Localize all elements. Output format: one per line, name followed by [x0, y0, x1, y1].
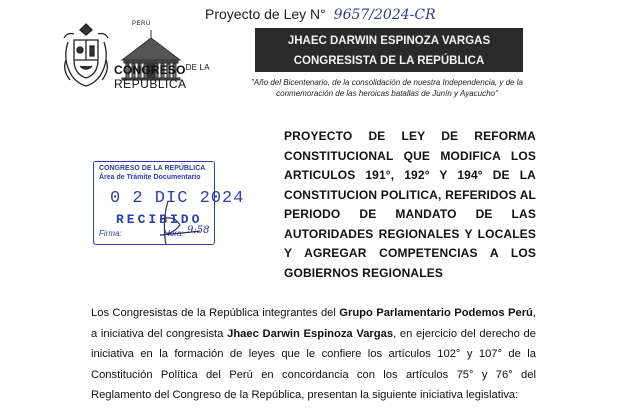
- country-label: PERÚ: [132, 21, 151, 27]
- bill-title: PROYECTO DE LEY DE REFORMA CONSTITUCIONAL QUE MODIFICA LOS ARTICULOS 191°, 192° Y 194° DE LA CONSTITUCION POLITICA, REFERIDOS AL PERIODO DE MANDATO DE LAS AUTORIDADES REGIONALES Y LOCALES Y AGREGAR COMPETENCIAS A LOS GOBIERNOS REGIONALES: [284, 129, 536, 280]
- year-motto: "Año del Bicentenario, de la consolidación de nuestra Independencia, y de la conmemoración de las heroicas batallas de Junín y Ayacucho": [251, 78, 523, 98]
- peru-coat-of-arms-icon: [60, 20, 112, 90]
- body-mid: , a iniciativa del congresista: [91, 307, 536, 340]
- republica-wordmark: REPÚBLICA: [114, 77, 187, 91]
- stamp-received: RECIBIDO: [116, 212, 203, 227]
- congressman-name: JHAEC DARWIN ESPINOZA VARGAS: [287, 35, 491, 47]
- author-name: Jhaec Darwin Espinoza Vargas: [227, 327, 394, 340]
- de-la-word: DE LA: [185, 63, 210, 72]
- stamp-firma-label: Firma:: [99, 229, 122, 238]
- bill-number-handwritten: 9657/2024-CR: [333, 7, 436, 23]
- stamp-institution: CONGRESO DE LA REPÚBLICA: [99, 165, 206, 172]
- bill-label: Proyecto de Ley N°: [205, 6, 326, 22]
- bill-number-line: [205, 6, 436, 23]
- congressman-role: CONGRESISTA DE LA REPÚBLICA: [293, 55, 485, 67]
- stamp-department: Área de Trámite Documentario: [99, 174, 201, 181]
- body-intro: Los Congresistas de la República integrantes del: [91, 307, 340, 319]
- congreso-word: CONGRESO: [114, 63, 186, 77]
- body-paragraph: [91, 303, 536, 406]
- stamp-hora-label: Hora:: [164, 229, 184, 238]
- body-rest: , en ejercicio del derecho de iniciativa en la formación de leyes que le confiere los artículos 102° y 107° de la Constitución Política del Perú en concordancia con los artículos 75° y 76° del Reglamento del Congreso de la República, presentan la siguiente iniciativa legislativa:: [91, 327, 536, 401]
- congreso-wordmark: [114, 63, 210, 77]
- stamp-signature-icon: [140, 195, 240, 255]
- congressman-banner: [255, 28, 523, 72]
- parliamentary-group: Grupo Parlamentario Podemos Perú: [339, 307, 533, 319]
- stamp-hora-value: 9:58: [187, 225, 210, 236]
- stamp-date: 0 2 DIC 2024: [110, 189, 245, 208]
